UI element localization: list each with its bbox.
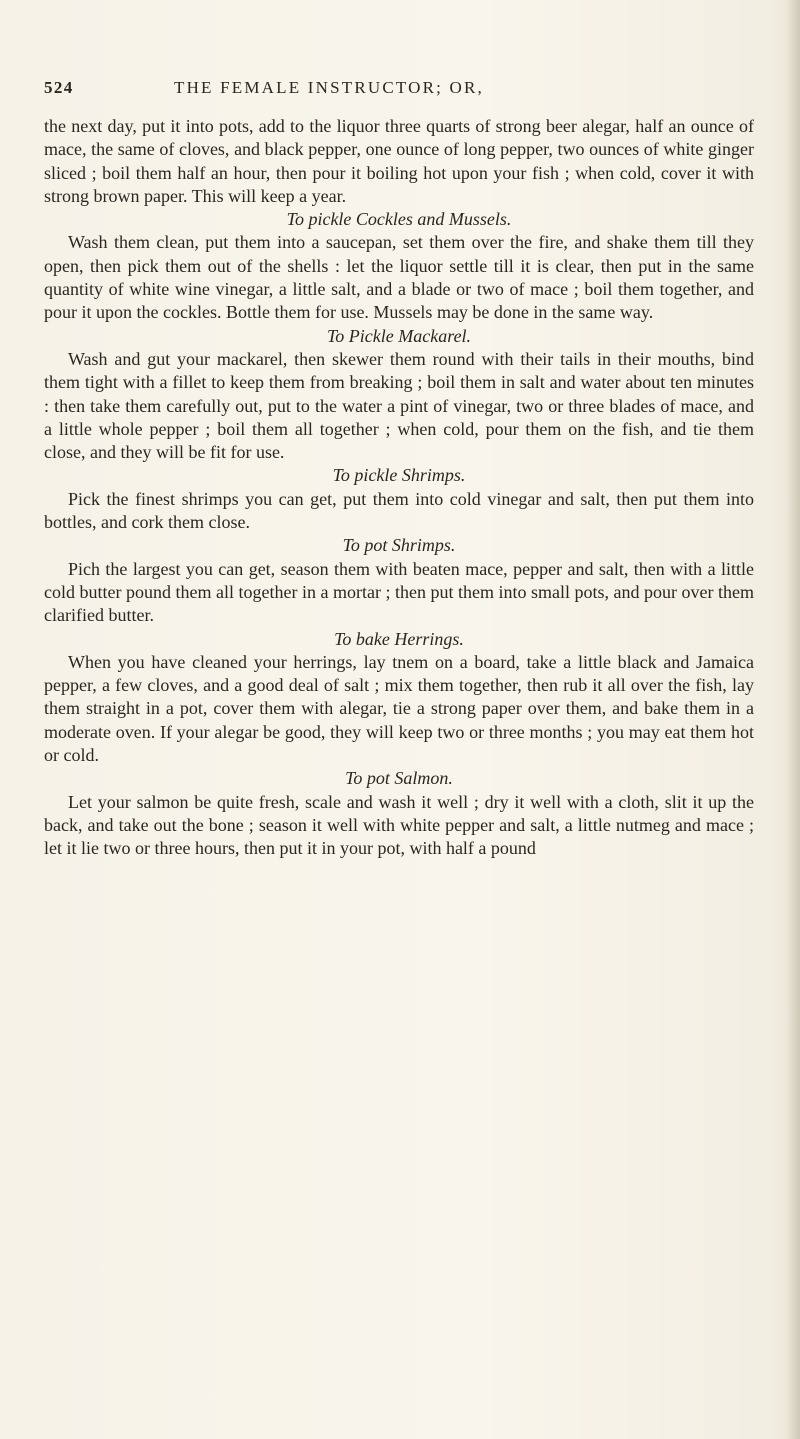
section-heading-pot-salmon: To pot Salmon.	[345, 768, 453, 789]
paragraph-pot-salmon: Let your salmon be quite fresh, scale and wash it well ; dry it well with a cloth, slit it up the back, and take out the bone ; season it well with white pepper and salt, a little nutmeg and mace ; let it lie two or three hours, then put it in your pot, with half a pound	[44, 791, 754, 859]
paragraph-continued: the next day, put it into pots, add to the liquor three quarts of strong beer alegar, half an ounce of mace, the same of cloves, and black pepper, one ounce of long pepper, two ounces of white ginger sliced ; boil them half an hour, then pour it boiling hot upon your fish ; when cold, cover it with strong brown paper. This will keep a year.	[44, 116, 754, 206]
running-title: THE FEMALE INSTRUCTOR; OR,	[174, 78, 485, 97]
paragraph-bake-herrings: When you have cleaned your herrings, lay tnem on a board, take a little black and Jamaica pepper, a few cloves, and a good deal of salt ; mix them together, then rub it all over the fish, lay them straight in a pot, cover them with alegar, tie a strong paper over them, and bake them in a moderate oven. If your alegar be good, they will keep two or three months ; you may eat them hot or cold.	[44, 651, 754, 766]
paragraph-pot-shrimps: Pich the largest you can get, season them with beaten mace, pepper and salt, then with a little cold butter pound them all together in a mortar ; then put them into small pots, and pour over them clarified butter.	[44, 558, 754, 626]
section-heading-cockles-mussels: To pickle Cockles and Mussels.	[286, 209, 512, 230]
section-heading-pot-shrimps: To pot Shrimps.	[342, 535, 456, 556]
section-heading-pickle-shrimps: To pickle Shrimps.	[332, 465, 466, 486]
page-number: 524	[44, 78, 74, 97]
paragraph-mackarel: Wash and gut your mackarel, then skewer them round with their tails in their mouths, bind them tight with a fillet to keep them from breaking ; boil them in salt and water about ten minutes : then take them carefully out, put to the water a pint of vinegar, two or three blades of mace, and a little whole pepper ; boil them all together ; when cold, pour them on the fish, and tie them close, and they will be fit for use.	[44, 348, 754, 463]
page-edge-shadow	[786, 0, 800, 1439]
section-heading-bake-herrings: To bake Herrings.	[334, 628, 464, 649]
section-heading-mackarel: To Pickle Mackarel.	[326, 325, 472, 346]
paragraph-pickle-shrimps: Pick the finest shrimps you can get, put them into cold vinegar and salt, then put them into bottles, and cork them close.	[44, 488, 754, 533]
paragraph-cockles-mussels: Wash them clean, put them into a saucepan, set them over the fire, and shake them till they open, then pick them out of the shells : let the liquor settle till it is clear, then put in the same quantity of white wine vinegar, a little salt, and a blade or two of mace ; boil them together, and pour it upon the cockles. Bottle them for use. Mussels may be done in the same way.	[44, 232, 754, 323]
body-text	[44, 115, 754, 861]
page-header	[44, 78, 754, 104]
